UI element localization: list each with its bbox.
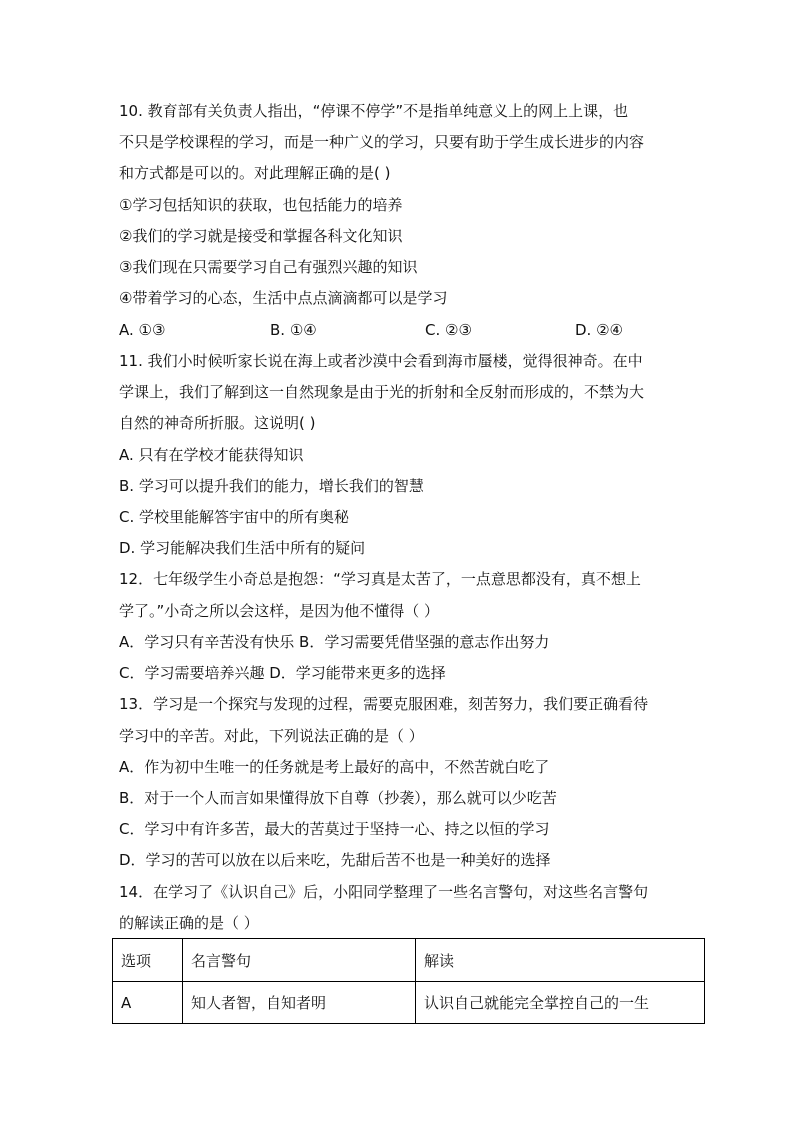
q10-option-d: D. ②④ [575,321,623,339]
table-cell-quote: 知人者智，自知者明 [183,982,416,1024]
q10-statement-1: ①学习包括知识的获取，也包括能力的培养 [119,196,403,214]
q12-stem-line-1: 12．七年级学生小奇总是抱怨：“学习真是太苦了，一点意思都没有，真不想上 [119,570,641,588]
q10-statement-3: ③我们现在只需要学习自己有强烈兴趣的知识 [119,258,418,276]
q14-stem-line-1: 14．在学习了《认识自己》后，小阳同学整理了一些名言警句，对这些名言警句 [119,883,649,901]
q10-option-b: B. ①④ [270,321,317,339]
q11-stem-line-3: 自然的神奇所折服。这说明( ) [119,414,316,432]
q11-option-a: A. 只有在学校才能获得知识 [119,446,304,464]
table-row [113,982,705,1024]
table-header-interpretation: 解读 [416,939,705,982]
q10-option-c: C. ②③ [425,321,472,339]
table-cell-interpretation: 认识自己就能完全掌控自己的一生 [416,982,705,1024]
table-cell-option: A [113,982,183,1024]
q11-stem-line-2: 学课上，我们了解到这一自然现象是由于光的折射和全反射而形成的，不禁为大 [119,383,645,401]
q12-options-line-2: C．学习需要培养兴趣 D．学习能带来更多的选择 [119,664,446,682]
q11-stem-line-1: 11. 我们小时候听家长说在海上或者沙漠中会看到海市蜃楼，觉得很神奇。在中 [119,352,643,370]
q13-option-c: C．学习中有许多苦，最大的苦莫过于坚持一心、持之以恒的学习 [119,820,550,838]
q14-quote-table [112,938,705,1024]
q10-stem-line-1: 10. 教育部有关负责人指出，“停课不停学”不是指单纯意义上的网上上课，也 [119,102,629,120]
q13-stem-line-1: 13．学习是一个探究与发现的过程，需要克服困难，刻苦努力，我们要正确看待 [119,695,649,713]
q13-stem-line-2: 学习中的辛苦。对此，下列说法正确的是（ ） [119,727,424,745]
table-header-quote: 名言警句 [183,939,416,982]
q10-stem-line-3: 和方式都是可以的。对此理解正确的是( ) [119,164,391,182]
q13-option-d: D．学习的苦可以放在以后来吃，先甜后苦不也是一种美好的选择 [119,851,551,869]
q11-option-b: B. 学习可以提升我们的能力，增长我们的智慧 [119,477,424,495]
table-header-row [113,939,705,982]
table-header-option: 选项 [113,939,183,982]
q12-stem-line-2: 学了。”小奇之所以会这样，是因为他不懂得（ ） [119,602,440,620]
q10-statement-2: ②我们的学习就是接受和掌握各科文化知识 [119,227,403,245]
q10-stem-line-2: 不只是学校课程的学习，而是一种广义的学习，只要有助于学生成长进步的内容 [119,133,645,151]
q12-options-line-1: A．学习只有辛苦没有快乐 B．学习需要凭借坚强的意志作出努力 [119,633,550,651]
q13-option-b: B．对于一个人而言如果懂得放下自尊（抄袭），那么就可以少吃苦 [119,789,557,807]
q10-option-a: A. ①③ [119,321,166,339]
q11-option-c: C. 学校里能解答宇宙中的所有奥秘 [119,508,350,526]
q11-option-d: D. 学习能解决我们生活中所有的疑问 [119,539,366,557]
q14-stem-line-2: 的解读正确的是（ ） [119,914,259,932]
q13-option-a: A．作为初中生唯一的任务就是考上最好的高中，不然苦就白吃了 [119,758,550,776]
q10-statement-4: ④带着学习的心态，生活中点点滴滴都可以是学习 [119,289,448,307]
